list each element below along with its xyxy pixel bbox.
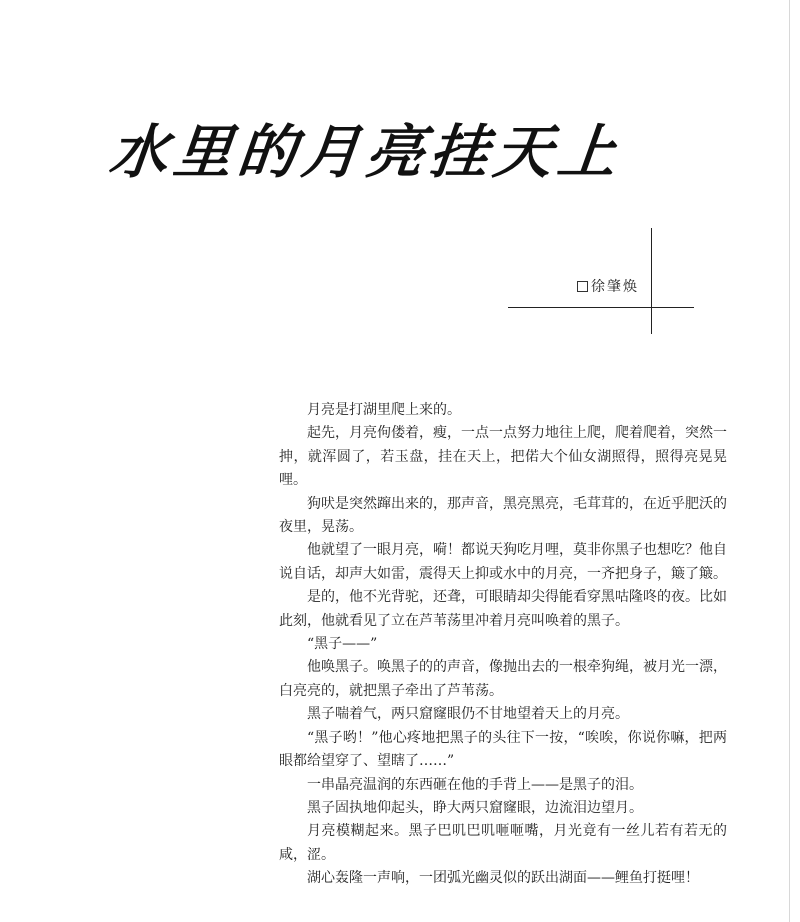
paragraph: 他就望了一眼月亮，嗬！都说天狗吃月哩，莫非你黑子也想吃？他自说自话，却声大如雷，震得天上抑或水中的月亮，一齐把身子，簸了簸。 [279,542,727,582]
article-title: 水里的月亮挂天上 [106,118,626,186]
page-edge-divider [789,0,790,922]
paragraph: 一串晶亮温润的东西砸在他的手背上——是黑子的泪。 [307,776,643,793]
paragraph: 起先，月亮佝偻着，瘦，一点一点努力地往上爬，爬着爬着，突然一抻，就浑圆了，若玉盘，挂在天上，把偌大个仙女湖照得，照得亮晃晃哩。 [279,425,727,489]
byline-vertical-rule [651,228,652,334]
paragraph: 狗吠是突然蹿出来的，那声音，黑亮黑亮，毛茸茸的，在近乎肥沃的夜里，晃荡。 [279,495,727,536]
byline-horizontal-rule [508,307,694,308]
author-name: 徐肇焕 [591,279,639,295]
byline-box-icon [577,281,588,292]
article-body [279,399,727,891]
paragraph: 黑子喘着气，两只窟窿眼仍不甘地望着天上的月亮。 [307,706,629,723]
paragraph: “黑子——” [307,636,378,653]
paragraph: 月亮是打湖里爬上来的。 [307,402,461,418]
paragraph: 是的，他不光背驼，还聋，可眼睛却尖得能看穿黑咕隆咚的夜。比如此刻，他就看见了立在芦苇荡里冲着月亮叫唤着的黑子。 [279,589,727,629]
paragraph: 他唤黑子。唤黑子的的声音，像抛出去的一根牵狗绳，被月光一漂，白亮亮的，就把黑子牵出了芦苇荡。 [279,659,727,699]
paragraph: 湖心轰隆一声响，一团弧光幽灵似的跃出湖面——鲤鱼打挺哩！ [307,870,699,887]
paragraph: 黑子固执地仰起头，睁大两只窟窿眼，边流泪边望月。 [307,799,643,816]
paragraph: “黑子哟！”他心疼地把黑子的头往下一按，“唉唉，你说你嘛，把两眼都给望穿了、望瞎了……” [279,729,727,770]
paragraph: 月亮模糊起来。黑子巴叽巴叽咂咂嘴，月光竟有一丝儿若有若无的咸，涩。 [279,823,727,863]
byline [577,276,639,296]
